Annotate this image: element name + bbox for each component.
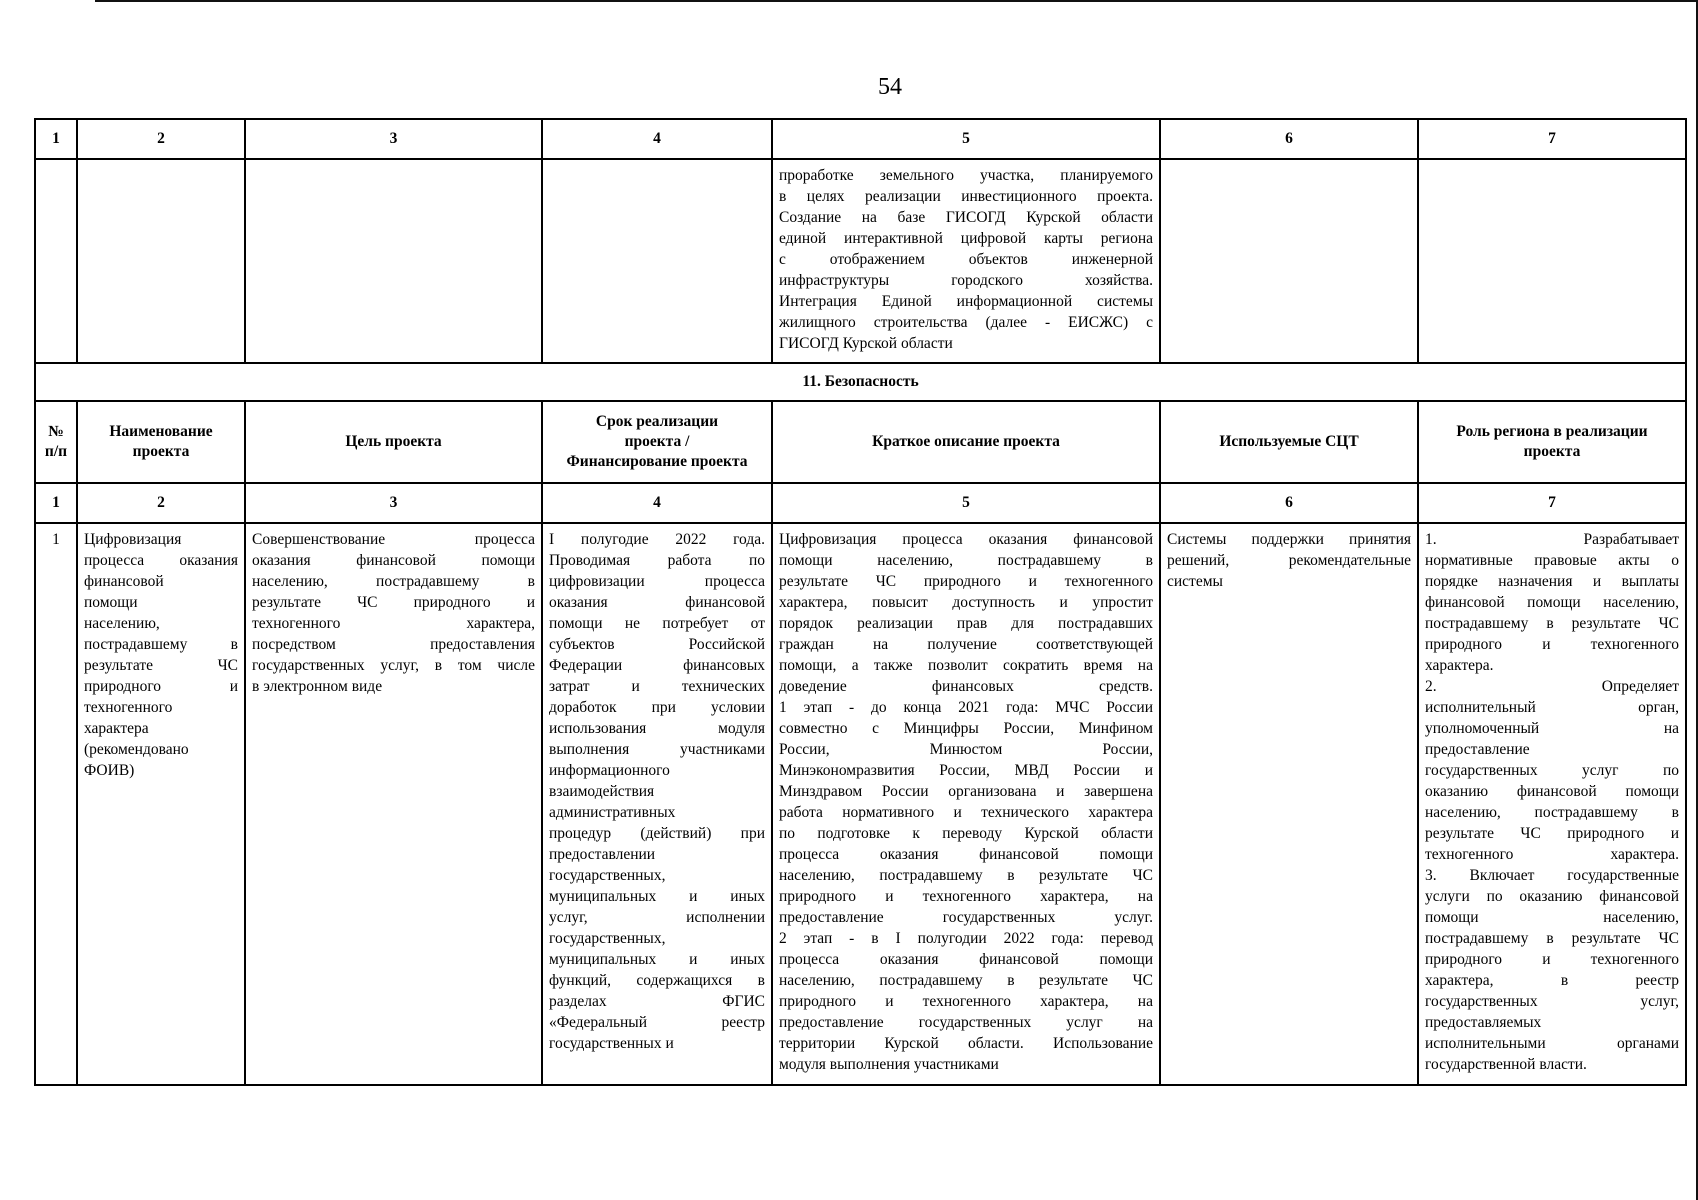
project-name-line: Цифровизация (84, 531, 182, 548)
column-number: 1 (35, 483, 77, 523)
header-line: № (48, 423, 64, 440)
project-name-line: техногенного (84, 699, 173, 716)
description-line: процесса оказания финансовой помощи (779, 846, 1153, 863)
description-line: единой интерактивной цифровой карты региона (779, 230, 1153, 247)
continuation-row (35, 159, 1686, 363)
timeline-funding-line: затрат и технических (549, 678, 765, 695)
project-goal-cell (245, 523, 542, 1085)
description-line: доведение финансовых средств. (779, 678, 1153, 695)
top-border-line (95, 0, 1698, 2)
description-line: процесса оказания финансовой помощи (779, 951, 1153, 968)
description-line: по подготовке к переводу Курской области (779, 825, 1153, 842)
column-number: 3 (245, 483, 542, 523)
region-role-line: населению, пострадавшему в (1425, 804, 1679, 821)
description-line: Минэкономразвития России, МВД России и (779, 762, 1153, 779)
table-row (35, 523, 1686, 1085)
page-number: 54 (878, 74, 902, 100)
timeline-funding-line: доработок при условии (549, 699, 765, 716)
description-line: жилищного строительства (далее - ЕИСЖС) с (779, 314, 1153, 331)
description-line: 1 этап - до конца 2021 года: МЧС России (779, 699, 1153, 716)
description-line: природного и техногенного характера, на (779, 993, 1153, 1010)
description-line: помощи, а также позволит сократить время на (779, 657, 1153, 674)
empty-cell (77, 159, 245, 363)
region-role-line: характера, в реестр (1425, 972, 1679, 989)
header-project-goal (245, 401, 542, 483)
projects-table (34, 118, 1687, 1086)
timeline-funding-line: государственных, (549, 930, 666, 947)
description-cell (772, 523, 1160, 1085)
timeline-funding-line: Федерации финансовых (549, 657, 765, 674)
region-role-line: предоставление (1425, 741, 1530, 758)
header-line: проекта / (624, 433, 690, 450)
region-role-line: характера. (1425, 657, 1494, 674)
description-line: в целях реализации инвестиционного проекта. (779, 188, 1153, 205)
project-goal-line: Совершенствование процесса (252, 531, 535, 548)
timeline-funding-line: «Федеральный реестр (549, 1014, 765, 1031)
timeline-funding-line: предоставлении (549, 846, 656, 863)
description-line: Цифровизация процесса оказания финансовой (779, 531, 1153, 548)
timeline-funding-line: муниципальных и иных (549, 951, 765, 968)
description-line: совместно с Минцифры России, Минфином (779, 720, 1153, 737)
description-line: модуля выполнения участниками (779, 1056, 999, 1073)
header-line: п/п (44, 443, 68, 460)
project-name-line: характера (84, 720, 149, 737)
project-goal-line: государственных услуг, в том числе (252, 657, 535, 674)
project-name-line: результате ЧС (84, 657, 238, 674)
header-line: Финансирование проекта (566, 453, 748, 470)
header-line: проекта (132, 443, 190, 460)
project-name-line: населению, (84, 615, 160, 632)
column-number: 3 (245, 119, 542, 159)
project-name-line: пострадавшему в (84, 636, 238, 653)
description-line: характера, повысит доступность и упростит (779, 594, 1153, 611)
column-number: 6 (1160, 119, 1418, 159)
project-name-cell (77, 523, 245, 1085)
project-name-line: процесса оказания (84, 552, 238, 569)
region-role-line: государственной власти. (1425, 1056, 1587, 1073)
region-role-line: природного и техногенного (1425, 636, 1679, 653)
header-row (35, 401, 1686, 483)
region-role-line: уполномоченный на (1425, 720, 1679, 737)
timeline-funding-line: услуг, исполнении (549, 909, 765, 926)
header-number (35, 401, 77, 483)
description-line: России, Минюстом России, (779, 741, 1153, 758)
description-line: инфраструктуры городского хозяйства. (779, 272, 1153, 289)
header-timeline-funding (542, 401, 772, 483)
timeline-funding-line: субъектов Российской (549, 636, 765, 653)
timeline-funding-line: информационного (549, 762, 670, 779)
region-role-line: услуги по оказанию финансовой (1425, 888, 1679, 905)
project-goal-line: результате ЧС природного и (252, 594, 535, 611)
column-number-row (35, 119, 1686, 159)
header-line: Наименование (109, 423, 213, 440)
timeline-funding-line: муниципальных и иных (549, 888, 765, 905)
region-role-line: исполнительный орган, (1425, 699, 1679, 716)
technologies-cell (1160, 523, 1418, 1085)
column-number: 7 (1418, 483, 1686, 523)
region-role-line: исполнительными органами (1425, 1035, 1679, 1052)
project-name-line: помощи (84, 594, 138, 611)
region-role-line: финансовой помощи населению, (1425, 594, 1679, 611)
region-role-line: пострадавшему в результате ЧС (1425, 615, 1679, 632)
region-role-line: помощи населению, (1425, 909, 1679, 926)
technologies-line: Системы поддержки принятия (1167, 531, 1411, 548)
section-row (35, 363, 1686, 401)
region-role-line: 1. Разрабатывает (1425, 531, 1679, 548)
description-line: природного и техногенного характера, на (779, 888, 1153, 905)
timeline-funding-line: I полугодие 2022 года. (549, 531, 765, 548)
project-goal-line: населению, пострадавшему в (252, 573, 535, 590)
timeline-funding-line: выполнения участниками (549, 741, 765, 758)
project-name-line: (рекомендовано (84, 741, 189, 758)
description-line: 2 этап - в I полугодии 2022 года: перевод (779, 930, 1153, 947)
header-technologies (1160, 401, 1418, 483)
description-line: населению, пострадавшему в результате ЧС (779, 972, 1153, 989)
region-role-line: 3. Включает государственные (1425, 867, 1679, 884)
column-number-row (35, 483, 1686, 523)
continuation-description-cell (772, 159, 1160, 363)
project-goal-line: посредством предоставления (252, 636, 535, 653)
column-number: 1 (35, 119, 77, 159)
region-role-line: природного и техногенного (1425, 951, 1679, 968)
region-role-line: порядке назначения и выплаты (1425, 573, 1679, 590)
description-line: помощи населению, пострадавшему в (779, 552, 1153, 569)
description-line: Создание на базе ГИСОГД Курской области (779, 209, 1153, 226)
timeline-funding-line: взаимодействия (549, 783, 655, 800)
description-line: результате ЧС природного и техногенного (779, 573, 1153, 590)
timeline-funding-line: цифровизации процесса (549, 573, 765, 590)
timeline-funding-line: оказания финансовой (549, 594, 765, 611)
empty-cell (35, 159, 77, 363)
timeline-funding-line: государственных и (549, 1035, 674, 1052)
empty-cell (1160, 159, 1418, 363)
description-line: граждан на получение соответствующей (779, 636, 1153, 653)
description-line: Минздравом России организована и завершена (779, 783, 1153, 800)
header-line: Краткое описание проекта (872, 433, 1060, 450)
description-line: предоставление государственных услуг на (779, 1014, 1153, 1031)
header-line: Роль региона в реализации (1456, 423, 1648, 440)
timeline-funding-cell (542, 523, 772, 1085)
region-role-line: нормативные правовые акты о (1425, 552, 1679, 569)
timeline-funding-line: государственных, (549, 867, 666, 884)
header-line: Цель проекта (345, 433, 442, 450)
column-number: 5 (772, 483, 1160, 523)
header-description (772, 401, 1160, 483)
description-line: предоставление государственных услуг. (779, 909, 1153, 926)
column-number: 5 (772, 119, 1160, 159)
empty-cell (245, 159, 542, 363)
header-region-role (1418, 401, 1686, 483)
region-role-cell (1418, 523, 1686, 1085)
description-line: населению, пострадавшему в результате ЧС (779, 867, 1153, 884)
description-line: с отображением объектов инженерной (779, 251, 1153, 268)
description-line: порядок реализации прав для пострадавших (779, 615, 1153, 632)
timeline-funding-line: разделах ФГИС (549, 993, 765, 1010)
header-line: Используемые СЦТ (1219, 433, 1359, 450)
project-goal-line: техногенного характера, (252, 615, 535, 632)
column-number: 7 (1418, 119, 1686, 159)
row-number-cell (35, 523, 77, 1085)
technologies-line: решений, рекомендательные (1167, 552, 1411, 569)
header-line: Срок реализации (595, 413, 719, 430)
column-number: 2 (77, 119, 245, 159)
region-role-line: государственных услуг, (1425, 993, 1679, 1010)
column-number: 4 (542, 483, 772, 523)
description-line: работа нормативного и технического характера (779, 804, 1153, 821)
project-name-line: ФОИВ) (84, 762, 135, 779)
column-number: 2 (77, 483, 245, 523)
region-role-line: 2. Определяет (1425, 678, 1679, 695)
header-project-name (77, 401, 245, 483)
description-line: проработке земельного участка, планируемого (779, 167, 1153, 184)
empty-cell (542, 159, 772, 363)
project-goal-line: оказания финансовой помощи (252, 552, 535, 569)
timeline-funding-line: процедур (действий) при (549, 825, 765, 842)
region-role-line: результате ЧС природного и (1425, 825, 1679, 842)
timeline-funding-line: административных (549, 804, 676, 821)
header-line: проекта (1523, 443, 1581, 460)
region-role-line: предоставляемых (1425, 1014, 1542, 1031)
timeline-funding-line: помощи не потребует от (549, 615, 765, 632)
description-line: Интеграция Единой информационной системы (779, 293, 1153, 310)
column-number: 4 (542, 119, 772, 159)
project-name-line: финансовой (84, 573, 164, 590)
region-role-line: государственных услуг по (1425, 762, 1679, 779)
technologies-line: системы (1167, 573, 1223, 590)
timeline-funding-line: использования модуля (549, 720, 765, 737)
column-number: 6 (1160, 483, 1418, 523)
region-role-line: оказанию финансовой помощи (1425, 783, 1679, 800)
project-goal-line: в электронном виде (252, 678, 383, 695)
section-title: 11. Безопасность (35, 363, 1686, 401)
empty-cell (1418, 159, 1686, 363)
timeline-funding-line: функций, содержащихся в (549, 972, 765, 989)
row-number: 1 (52, 531, 60, 548)
region-role-line: пострадавшему в результате ЧС (1425, 930, 1679, 947)
description-line: территории Курской области. Использование (779, 1035, 1153, 1052)
timeline-funding-line: Проводимая работа по (549, 552, 765, 569)
region-role-line: техногенного характера. (1425, 846, 1679, 863)
description-line: ГИСОГД Курской области (779, 335, 953, 352)
project-name-line: природного и (84, 678, 238, 695)
